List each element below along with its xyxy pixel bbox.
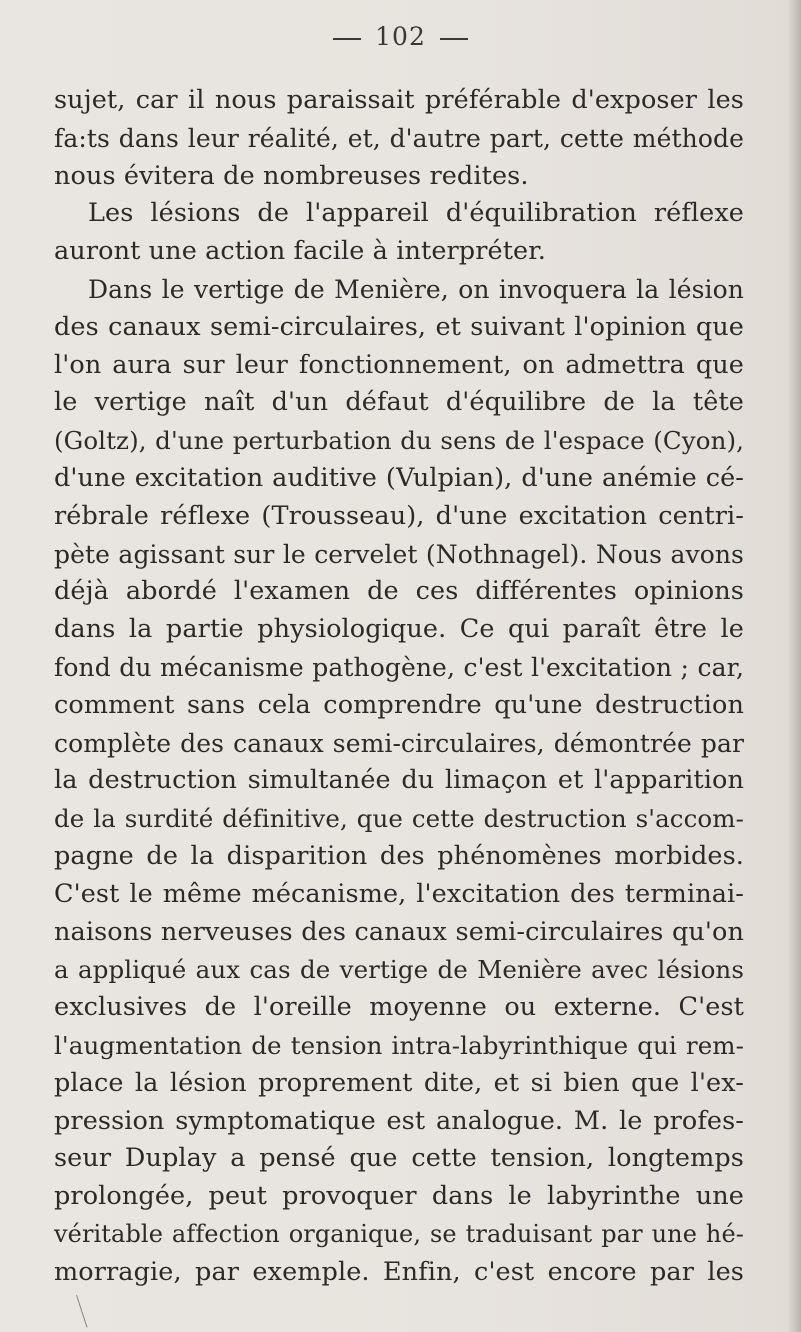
text-line: place la lésion proprement dite, et si bien que l'ex- — [54, 1067, 744, 1098]
text-line: sujet, car il nous paraissait préférable d'exposer les — [54, 85, 744, 115]
text-line: l'augmentation de tension intra-labyrinthique qui rem- — [54, 1030, 744, 1060]
text-line: Les lésions de l'appareil d'équilibration réflexe — [88, 198, 744, 229]
text-line: a appliqué aux cas de vertige de Menière avec lésions — [54, 955, 744, 985]
text-line: déjà abordé l'examen de ces différentes opinions — [54, 576, 744, 607]
text-line: de la surdité définitive, que cette destruction s'accom- — [54, 804, 744, 834]
text-line: le vertige naît d'un défaut d'équilibre de la tête — [54, 387, 744, 418]
text-line: naisons nerveuses des canaux semi-circulaires qu'on — [54, 916, 744, 947]
text-line: complète des canaux semi-circulaires, démontrée par — [54, 728, 744, 758]
page-number-dash-left — [333, 38, 361, 40]
text-line: dans la partie physiologique. Ce qui paraît être le — [54, 614, 744, 645]
text-line: rébrale réflexe (Trousseau), d'une excitation centri- — [54, 500, 744, 531]
text-line: auront une action facile à interpréter. — [54, 236, 546, 267]
body-text — [54, 82, 744, 1292]
page-edge-shadow — [787, 0, 801, 1332]
text-line: l'on aura sur leur fonctionnement, on admettra que — [54, 349, 744, 380]
text-line: C'est le même mécanisme, l'excitation des terminai- — [54, 878, 744, 909]
margin-mark — [76, 1295, 87, 1328]
text-line: comment sans cela comprendre qu'une destruction — [54, 689, 744, 720]
page-number — [0, 22, 801, 51]
text-line: d'une excitation auditive (Vulpian), d'une anémie cé- — [54, 462, 744, 493]
text-line: morragie, par exemple. Enfin, c'est encore par les — [54, 1256, 744, 1287]
text-line: seur Duplay a pensé que cette tension, longtemps — [54, 1143, 744, 1174]
page-number-text: 102 — [375, 22, 426, 51]
text-line: la destruction simultanée du limaçon et l'apparition — [54, 765, 744, 796]
text-line: fond du mécanisme pathogène, c'est l'excitation ; car, — [54, 652, 744, 682]
text-line: des canaux semi-circulaires, et suivant l'opinion que — [54, 311, 744, 342]
page-number-dash-right — [440, 38, 468, 40]
text-line: Dans le vertige de Menière, on invoquera la lésion — [88, 274, 744, 304]
text-line: pagne de la disparition des phénomènes morbides. — [54, 840, 744, 871]
text-line: véritable affection organique, se traduisant par une hé- — [54, 1219, 744, 1248]
text-line: (Goltz), d'une perturbation du sens de l'espace (Cyon), — [54, 426, 744, 456]
text-line: exclusives de l'oreille moyenne ou externe. C'est — [54, 992, 744, 1023]
text-line: prolongée, peut provoquer dans le labyrinthe une — [54, 1181, 744, 1212]
text-line: nous évitera de nombreuses redites. — [54, 160, 529, 191]
text-line: pression symptomatique est analogue. M. le profes- — [54, 1105, 744, 1136]
text-line: pète agissant sur le cervelet (Nothnagel). Nous avons — [54, 539, 744, 569]
text-line: fa:ts dans leur réalité, et, d'autre part, cette méthode — [54, 123, 744, 153]
